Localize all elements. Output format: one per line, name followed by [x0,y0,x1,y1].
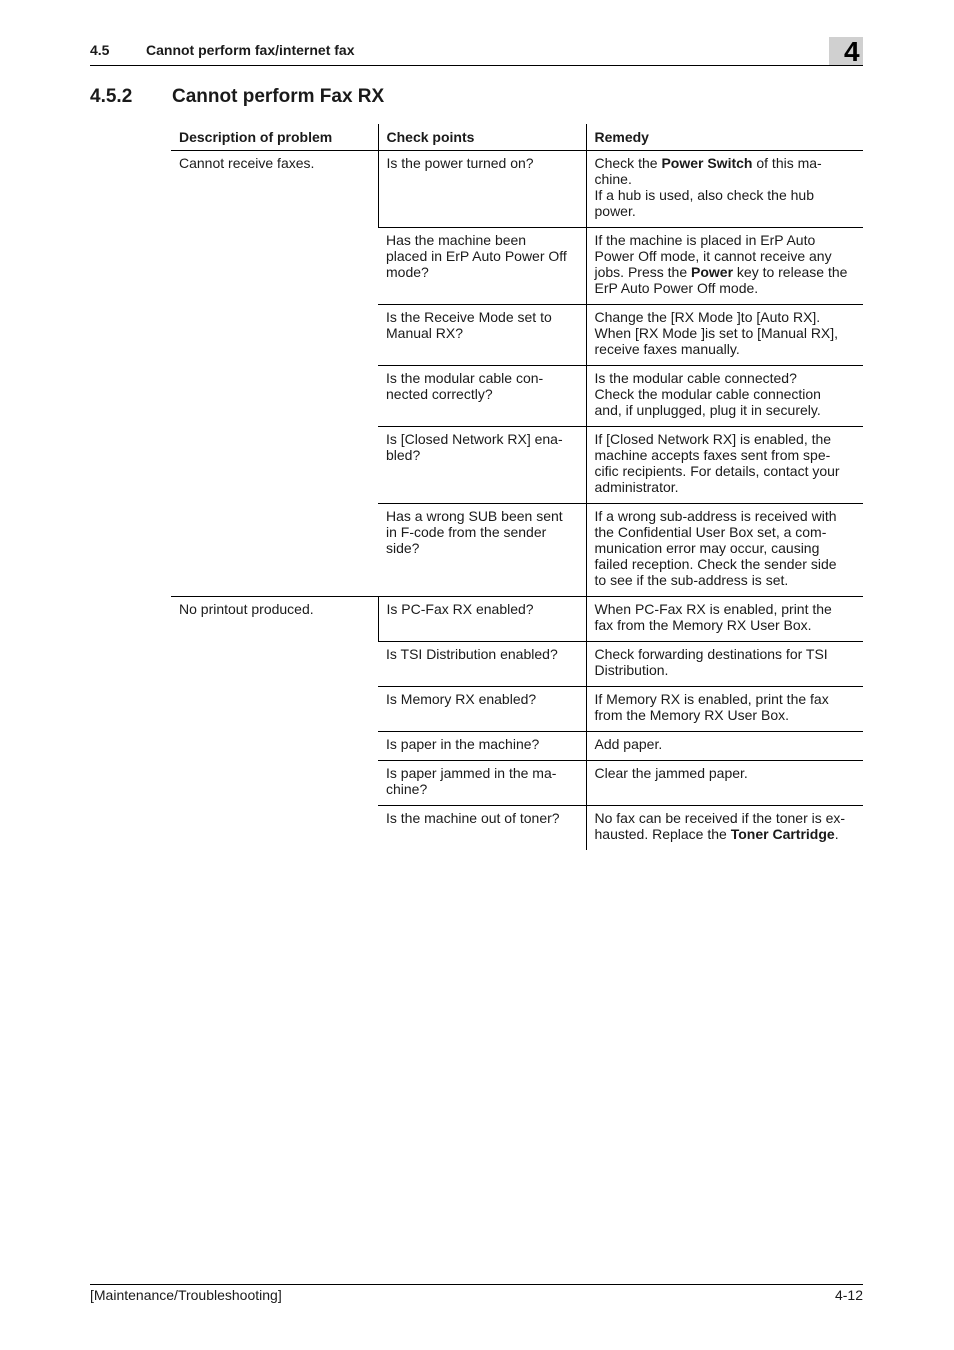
remedy-line [595,431,856,447]
remedy-text: chine. [594,171,632,187]
header-section-title: Cannot perform fax/internet fax [146,42,355,58]
remedy-line [595,508,856,524]
table-header-row [171,124,863,151]
footer-rule [90,1284,863,1285]
remedy-line [595,171,856,187]
check-point-line: Has the machine been [386,232,527,248]
remedy-line [595,325,856,341]
check-point-line: Is the power turned on? [386,155,534,171]
remedy-text: No fax can be received if the toner is ex- [594,810,846,826]
problem-cell: No printout produced. [179,601,314,617]
check-point-line: Is TSI Distribution enabled? [386,646,558,662]
column-header-remedy: Remedy [586,124,863,151]
remedy-line [595,617,856,633]
chapter-number: 4 [844,36,860,67]
remedy-key-term: Power [691,264,734,280]
remedy-cell [586,597,863,642]
remedy-line [595,203,856,219]
remedy-line [595,280,856,296]
remedy-line [595,662,856,678]
remedy-text: . [834,826,839,842]
remedy-line [595,765,856,781]
remedy-text: Check the [594,155,662,171]
remedy-text: Power Off mode, it cannot receive any [594,248,832,264]
remedy-line [595,309,856,325]
check-point-line: Is paper jammed in the ma- [386,765,557,781]
footer-manual-title: [Maintenance/Troubleshooting] [90,1287,282,1303]
check-point-line: bled? [386,447,421,463]
remedy-cell [586,504,863,597]
remedy-text: jobs. Press the [594,264,691,280]
remedy-text: of this ma- [752,155,822,171]
remedy-text: fax from the Memory RX User Box. [594,617,812,633]
check-point-line: side? [386,540,420,556]
remedy-text: ErP Auto Power Off mode. [594,280,759,296]
check-point-cell [378,732,586,761]
check-point-line: Is the modular cable con- [386,370,544,386]
remedy-text: receive faxes manually. [594,341,740,357]
remedy-text: hausted. Replace the [594,826,731,842]
check-point-cell [378,228,586,305]
remedy-text: Distribution. [594,662,669,678]
remedy-line [595,370,856,386]
check-point-cell [378,642,586,687]
column-header-problem: Description of problem [171,124,378,151]
remedy-cell [586,151,863,228]
remedy-text: key to release the [733,264,848,280]
remedy-text: If a wrong sub-address is received with [594,508,837,524]
remedy-line [595,155,856,171]
table-body [171,151,863,851]
footer-page-number: 4-12 [834,1287,863,1303]
remedy-line [595,707,856,723]
remedy-text: from the Memory RX User Box. [594,707,789,723]
remedy-text: power. [594,203,636,219]
remedy-text: failed reception. Check the sender side [594,556,837,572]
check-point-line: placed in ErP Auto Power Off [386,248,567,264]
remedy-line [595,646,856,662]
remedy-line [595,736,856,752]
remedy-line [595,187,856,203]
header-section-number: 4.5 [90,42,110,58]
check-point-cell [378,761,586,806]
remedy-text: If a hub is used, also check the hub [594,187,814,203]
table-row [171,597,863,642]
check-point-cell [378,366,586,427]
remedy-line [595,232,856,248]
check-point-line: Has a wrong SUB been sent [386,508,563,524]
remedy-text: Clear the jammed paper. [594,765,748,781]
check-point-line: Is the Receive Mode set to [386,309,552,325]
check-point-cell [378,597,586,642]
check-point-line: Is PC-Fax RX enabled? [386,601,534,617]
remedy-text: Check forwarding destinations for TSI [594,646,828,662]
remedy-text: cific recipients. For details, contact your [594,463,840,479]
check-point-line: Is Memory RX enabled? [386,691,537,707]
remedy-line [595,810,856,826]
remedy-line [595,556,856,572]
remedy-cell [586,732,863,761]
remedy-line [595,691,856,707]
remedy-key-term: Power Switch [661,155,753,171]
remedy-cell [586,305,863,366]
check-point-cell [378,305,586,366]
remedy-line [595,463,856,479]
check-point-line: mode? [386,264,429,280]
check-point-line: chine? [386,781,428,797]
check-point-cell [378,151,586,228]
remedy-text: When [RX Mode ]is set to [Manual RX], [594,325,839,341]
remedy-text: machine accepts faxes sent from spe- [594,447,831,463]
remedy-line [595,341,856,357]
table-row [171,151,863,228]
remedy-line [595,479,856,495]
remedy-cell [586,427,863,504]
check-point-cell [378,504,586,597]
column-header-check-points: Check points [378,124,586,151]
check-point-line: Is paper in the machine? [386,736,540,752]
remedy-cell [586,228,863,305]
remedy-text: and, if unplugged, plug it in securely. [594,402,821,418]
check-point-line: in F-code from the sender [386,524,547,540]
check-point-line: Is the machine out of toner? [386,810,560,826]
remedy-line [595,601,856,617]
section-number: 4.5.2 [90,86,133,107]
remedy-line [595,264,856,280]
header-rule [90,65,863,66]
problem-cell: Cannot receive faxes. [171,151,378,597]
remedy-line [595,826,856,842]
remedy-line [595,540,856,556]
check-point-line: Manual RX? [386,325,464,341]
remedy-text: Change the [RX Mode ]to [Auto RX]. [594,309,821,325]
remedy-line [595,386,856,402]
remedy-line [595,447,856,463]
troubleshooting-table [171,124,863,850]
remedy-text: If [Closed Network RX] is enabled, the [594,431,832,447]
remedy-text: Is the modular cable connected? [594,370,797,386]
remedy-text: administrator. [594,479,679,495]
remedy-line [595,572,856,588]
check-point-cell [378,687,586,732]
check-point-cell [378,806,586,851]
remedy-key-term: Toner Cartridge [730,826,835,842]
remedy-line [595,524,856,540]
remedy-cell [586,687,863,732]
remedy-text: munication error may occur, causing [594,540,820,556]
remedy-text: Add paper. [594,736,663,752]
remedy-cell [586,761,863,806]
check-point-line: nected correctly? [386,386,493,402]
remedy-line [595,248,856,264]
remedy-text: When PC-Fax RX is enabled, print the [594,601,832,617]
remedy-text: to see if the sub-address is set. [594,572,789,588]
check-point-line: Is [Closed Network RX] ena- [386,431,563,447]
remedy-cell [586,366,863,427]
section-title: Cannot perform Fax RX [172,86,385,107]
remedy-text: the Confidential User Box set, a com- [594,524,827,540]
remedy-text: If the machine is placed in ErP Auto [594,232,816,248]
remedy-cell [586,642,863,687]
remedy-line [595,402,856,418]
remedy-cell [586,806,863,851]
remedy-text: If Memory RX is enabled, print the fax [594,691,829,707]
check-point-cell [378,427,586,504]
remedy-text: Check the modular cable connection [594,386,821,402]
